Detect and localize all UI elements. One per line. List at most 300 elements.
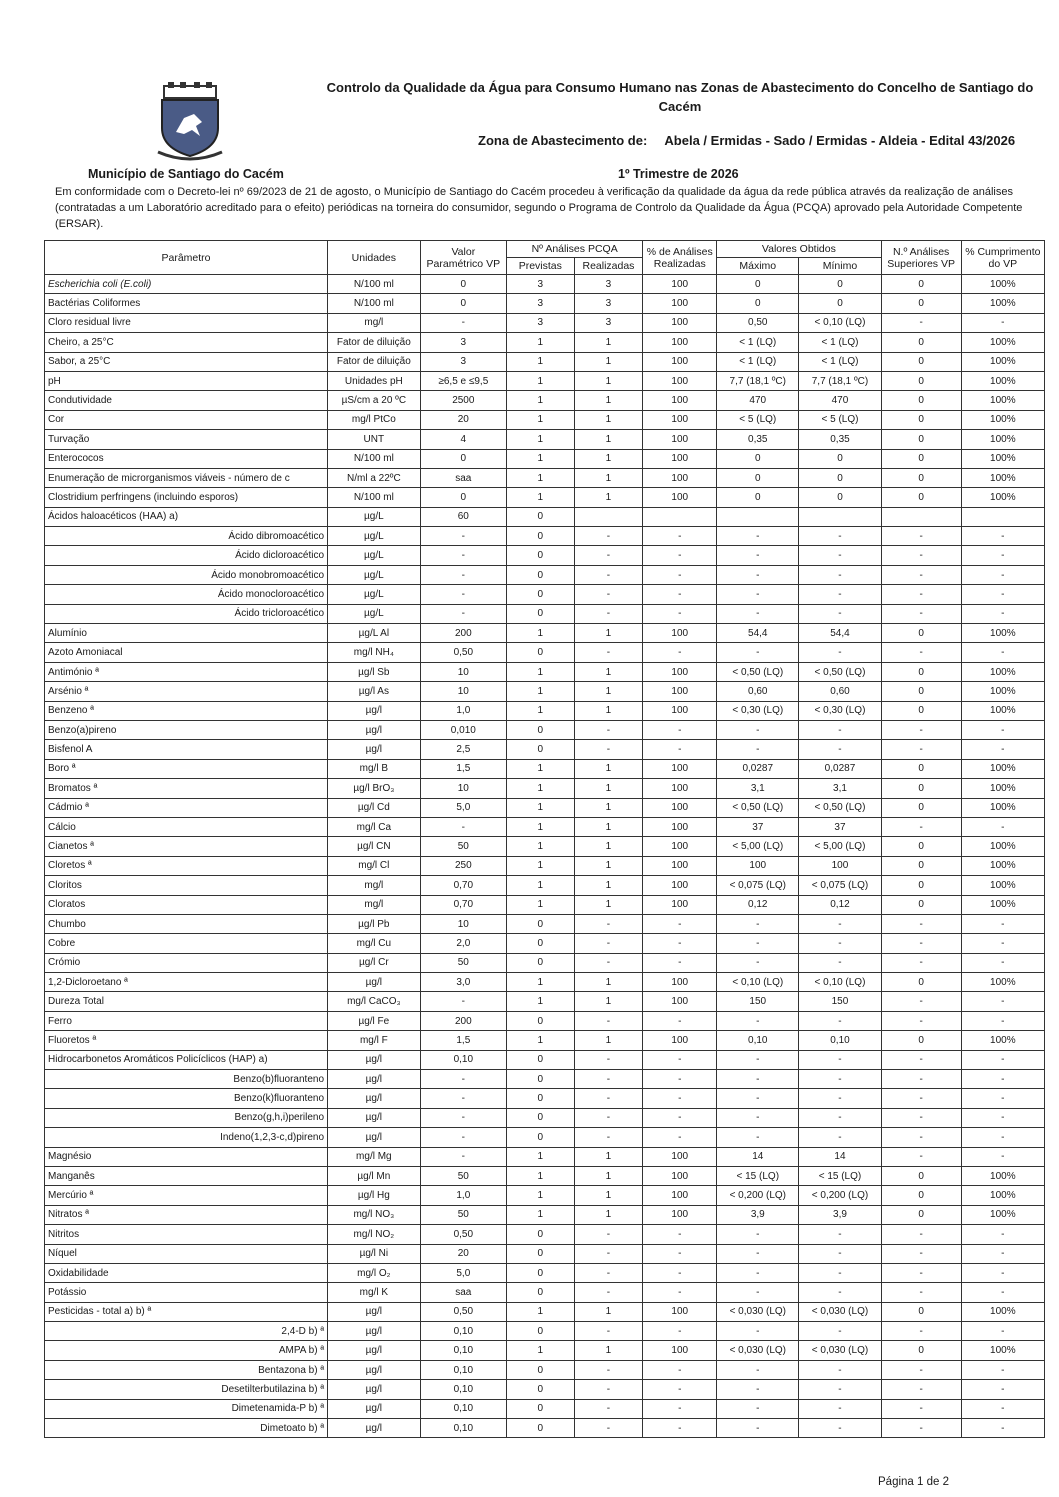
cumprimento-cell: 100%: [961, 371, 1044, 390]
vp-cell: -: [420, 1147, 506, 1166]
min-cell: -: [799, 1322, 881, 1341]
parameter-cell: Ácido monocloroacético: [45, 585, 328, 604]
cumprimento-cell: -: [961, 1108, 1044, 1127]
min-cell: 0,12: [799, 895, 881, 914]
superiores-cell: -: [881, 604, 961, 623]
pct-cell: 100: [643, 1341, 717, 1360]
table-row: [45, 1147, 1045, 1166]
realizadas-cell: 1: [574, 759, 643, 778]
cumprimento-cell: 100%: [961, 294, 1044, 313]
parameter-cell: Cobre: [45, 934, 328, 953]
pct-cell: -: [643, 1322, 717, 1341]
parameter-cell: Benzo(a)pireno: [45, 720, 328, 739]
unit-cell: µg/L: [328, 565, 421, 584]
pct-cell: -: [643, 527, 717, 546]
min-cell: -: [799, 934, 881, 953]
vp-cell: 10: [420, 914, 506, 933]
previstas-cell: 1: [507, 682, 575, 701]
max-cell: < 15 (LQ): [717, 1166, 799, 1185]
min-cell: -: [799, 1399, 881, 1418]
pct-cell: 100: [643, 294, 717, 313]
header-minimo: Mínimo: [799, 258, 881, 275]
min-cell: 0: [799, 275, 881, 294]
vp-cell: 0: [420, 449, 506, 468]
cumprimento-cell: 100%: [961, 1302, 1044, 1321]
previstas-cell: 0: [507, 1360, 575, 1379]
table-row: [45, 953, 1045, 972]
table-row: [45, 720, 1045, 739]
superiores-cell: 0: [881, 1302, 961, 1321]
cumprimento-cell: -: [961, 1322, 1044, 1341]
superiores-cell: 0: [881, 973, 961, 992]
pct-cell: 100: [643, 488, 717, 507]
min-cell: -: [799, 565, 881, 584]
previstas-cell: 0: [507, 1050, 575, 1069]
pct-cell: 100: [643, 624, 717, 643]
min-cell: -: [799, 1050, 881, 1069]
superiores-cell: 0: [881, 352, 961, 371]
previstas-cell: 1: [507, 333, 575, 352]
previstas-cell: 0: [507, 1128, 575, 1147]
realizadas-cell: 3: [574, 294, 643, 313]
vp-cell: 0,10: [420, 1419, 506, 1438]
table-row: [45, 1011, 1045, 1030]
superiores-cell: 0: [881, 1205, 961, 1224]
vp-cell: -: [420, 992, 506, 1011]
min-cell: -: [799, 1360, 881, 1379]
min-cell: -: [799, 527, 881, 546]
cumprimento-cell: 100%: [961, 1031, 1044, 1050]
vp-cell: 20: [420, 1244, 506, 1263]
max-cell: 3,9: [717, 1205, 799, 1224]
superiores-cell: 0: [881, 662, 961, 681]
parameter-cell: Turvação: [45, 430, 328, 449]
realizadas-cell: 1: [574, 876, 643, 895]
min-cell: -: [799, 604, 881, 623]
vp-cell: 0,10: [420, 1322, 506, 1341]
table-row: [45, 624, 1045, 643]
max-cell: -: [717, 643, 799, 662]
parameter-cell: Boro ª: [45, 759, 328, 778]
cumprimento-cell: 100%: [961, 779, 1044, 798]
table-row: [45, 1205, 1045, 1224]
pct-cell: -: [643, 1244, 717, 1263]
table-row: [45, 1108, 1045, 1127]
realizadas-cell: -: [574, 1283, 643, 1302]
unit-cell: µg/l Fe: [328, 1011, 421, 1030]
unit-cell: Fator de diluição: [328, 333, 421, 352]
vp-cell: -: [420, 1089, 506, 1108]
superiores-cell: 0: [881, 1341, 961, 1360]
min-cell: -: [799, 720, 881, 739]
previstas-cell: 0: [507, 507, 575, 526]
cumprimento-cell: 100%: [961, 837, 1044, 856]
unit-cell: µg/l: [328, 1108, 421, 1127]
min-cell: 470: [799, 391, 881, 410]
vp-cell: 50: [420, 1166, 506, 1185]
unit-cell: µg/l: [328, 740, 421, 759]
parameter-cell: Enterococos: [45, 449, 328, 468]
parameter-cell: Potássio: [45, 1283, 328, 1302]
max-cell: -: [717, 1399, 799, 1418]
min-cell: -: [799, 1070, 881, 1089]
parameter-cell: Benzo(b)fluoranteno: [45, 1070, 328, 1089]
vp-cell: 250: [420, 856, 506, 875]
cumprimento-cell: -: [961, 1225, 1044, 1244]
table-row: [45, 527, 1045, 546]
pct-cell: 100: [643, 682, 717, 701]
min-cell: 0: [799, 294, 881, 313]
realizadas-cell: 1: [574, 1186, 643, 1205]
previstas-cell: 0: [507, 565, 575, 584]
max-cell: < 0,30 (LQ): [717, 701, 799, 720]
previstas-cell: 1: [507, 701, 575, 720]
superiores-cell: -: [881, 546, 961, 565]
superiores-cell: -: [881, 1050, 961, 1069]
superiores-cell: -: [881, 817, 961, 836]
vp-cell: 0,010: [420, 720, 506, 739]
vp-cell: 3,0: [420, 973, 506, 992]
realizadas-cell: 1: [574, 992, 643, 1011]
pct-cell: -: [643, 720, 717, 739]
previstas-cell: 1: [507, 895, 575, 914]
realizadas-cell: -: [574, 914, 643, 933]
max-cell: -: [717, 1225, 799, 1244]
min-cell: 3,9: [799, 1205, 881, 1224]
min-cell: 37: [799, 817, 881, 836]
pct-cell: -: [643, 604, 717, 623]
previstas-cell: 1: [507, 1205, 575, 1224]
unit-cell: mg/l Ca: [328, 817, 421, 836]
min-cell: < 0,50 (LQ): [799, 662, 881, 681]
parameter-cell: Enumeração de microrganismos viáveis - número de c: [45, 468, 328, 487]
vp-cell: 0,10: [420, 1380, 506, 1399]
realizadas-cell: 3: [574, 313, 643, 332]
superiores-cell: -: [881, 313, 961, 332]
superiores-cell: -: [881, 1128, 961, 1147]
previstas-cell: 1: [507, 410, 575, 429]
max-cell: 0: [717, 449, 799, 468]
min-cell: 150: [799, 992, 881, 1011]
max-cell: -: [717, 1128, 799, 1147]
supply-zone-label: Zona de Abastecimento de:: [478, 133, 648, 148]
realizadas-cell: -: [574, 1011, 643, 1030]
vp-cell: 50: [420, 1205, 506, 1224]
pct-cell: -: [643, 1225, 717, 1244]
parameter-cell: Ácido monobromoacético: [45, 565, 328, 584]
unit-cell: mg/l Cl: [328, 856, 421, 875]
superiores-cell: 0: [881, 1186, 961, 1205]
realizadas-cell: -: [574, 1128, 643, 1147]
parameter-cell: Ácidos haloacéticos (HAA) a): [45, 507, 328, 526]
cumprimento-cell: 100%: [961, 1186, 1044, 1205]
pct-cell: 100: [643, 468, 717, 487]
table-row: [45, 410, 1045, 429]
superiores-cell: 0: [881, 837, 961, 856]
vp-cell: 0,70: [420, 895, 506, 914]
min-cell: -: [799, 1263, 881, 1282]
superiores-cell: -: [881, 934, 961, 953]
table-row: [45, 468, 1045, 487]
superiores-cell: -: [881, 1244, 961, 1263]
intro-paragraph: Em conformidade com o Decreto-lei nº 69/2023 de 21 de agosto, o Município de Santiago do Cacém procedeu à verificação da qualidade da água da rede pública através da realização de análises (contratadas a um Laboratório acreditado para o efeito) periódicas na torneira do consumidor, segundo o Programa de Controlo da Qualidade da Água (PCQA) aprovado pela Autoridade Competente (ERSAR).: [55, 186, 1023, 230]
superiores-cell: 0: [881, 391, 961, 410]
vp-cell: saa: [420, 1283, 506, 1302]
table-row: [45, 779, 1045, 798]
min-cell: [799, 507, 881, 526]
table-row: [45, 876, 1045, 895]
unit-cell: N/100 ml: [328, 488, 421, 507]
superiores-cell: -: [881, 1360, 961, 1379]
previstas-cell: 0: [507, 1380, 575, 1399]
max-cell: 0,35: [717, 430, 799, 449]
realizadas-cell: 3: [574, 275, 643, 294]
table-row: [45, 1360, 1045, 1379]
max-cell: 54,4: [717, 624, 799, 643]
unit-cell: µg/L: [328, 546, 421, 565]
header-parametro: Parâmetro: [45, 241, 328, 275]
superiores-cell: 0: [881, 1031, 961, 1050]
superiores-cell: -: [881, 740, 961, 759]
superiores-cell: 0: [881, 682, 961, 701]
superiores-cell: -: [881, 1399, 961, 1418]
pct-cell: 100: [643, 992, 717, 1011]
unit-cell: µg/l: [328, 1341, 421, 1360]
parameter-cell: Cianetos ª: [45, 837, 328, 856]
cumprimento-cell: 100%: [961, 391, 1044, 410]
parameter-cell: Manganês: [45, 1166, 328, 1185]
cumprimento-cell: 100%: [961, 973, 1044, 992]
vp-cell: 1,0: [420, 701, 506, 720]
max-cell: 0,12: [717, 895, 799, 914]
realizadas-cell: -: [574, 1360, 643, 1379]
unit-cell: mg/l Mg: [328, 1147, 421, 1166]
previstas-cell: 0: [507, 1070, 575, 1089]
parameter-cell: Cálcio: [45, 817, 328, 836]
parameter-cell: Ácido dicloroacético: [45, 546, 328, 565]
realizadas-cell: 1: [574, 468, 643, 487]
vp-cell: 2500: [420, 391, 506, 410]
superiores-cell: -: [881, 1283, 961, 1302]
superiores-cell: -: [881, 1380, 961, 1399]
superiores-cell: -: [881, 914, 961, 933]
max-cell: < 0,030 (LQ): [717, 1341, 799, 1360]
max-cell: -: [717, 1380, 799, 1399]
vp-cell: 0,70: [420, 876, 506, 895]
superiores-cell: -: [881, 1225, 961, 1244]
previstas-cell: 0: [507, 914, 575, 933]
table-row: [45, 740, 1045, 759]
realizadas-cell: 1: [574, 410, 643, 429]
unit-cell: µg/l Sb: [328, 662, 421, 681]
previstas-cell: 0: [507, 740, 575, 759]
vp-cell: 3: [420, 352, 506, 371]
min-cell: -: [799, 1419, 881, 1438]
realizadas-cell: -: [574, 1322, 643, 1341]
cumprimento-cell: -: [961, 643, 1044, 662]
page-title: Controlo da Qualidade da Água para Consumo Humano nas Zonas de Abastecimento do Concelho de Santiago do Cacém: [326, 80, 1034, 114]
pct-cell: -: [643, 1050, 717, 1069]
table-row: [45, 1341, 1045, 1360]
realizadas-cell: -: [574, 1263, 643, 1282]
realizadas-cell: 1: [574, 352, 643, 371]
cumprimento-cell: -: [961, 565, 1044, 584]
realizadas-cell: -: [574, 1380, 643, 1399]
pct-cell: 100: [643, 701, 717, 720]
unit-cell: mg/l CaCO₃: [328, 992, 421, 1011]
pct-cell: -: [643, 1283, 717, 1302]
vp-cell: -: [420, 527, 506, 546]
max-cell: < 0,200 (LQ): [717, 1186, 799, 1205]
parameter-cell: AMPA b) ª: [45, 1341, 328, 1360]
table-row: [45, 643, 1045, 662]
parameter-cell: Antimónio ª: [45, 662, 328, 681]
previstas-cell: 3: [507, 294, 575, 313]
pct-cell: 100: [643, 1166, 717, 1185]
parameter-cell: Dureza Total: [45, 992, 328, 1011]
min-cell: 0,10: [799, 1031, 881, 1050]
realizadas-cell: -: [574, 934, 643, 953]
unit-cell: mg/l F: [328, 1031, 421, 1050]
parameter-cell: Cloretos ª: [45, 856, 328, 875]
vp-cell: 0: [420, 275, 506, 294]
header-valores-obtidos: Valores Obtidos: [717, 241, 881, 258]
parameter-cell: Azoto Amoniacal: [45, 643, 328, 662]
unit-cell: mg/l B: [328, 759, 421, 778]
realizadas-cell: 1: [574, 973, 643, 992]
vp-cell: 200: [420, 1011, 506, 1030]
cumprimento-cell: -: [961, 1089, 1044, 1108]
min-cell: -: [799, 1283, 881, 1302]
realizadas-cell: 1: [574, 856, 643, 875]
table-row: [45, 585, 1045, 604]
min-cell: < 0,075 (LQ): [799, 876, 881, 895]
pct-cell: -: [643, 740, 717, 759]
realizadas-cell: 1: [574, 817, 643, 836]
parameter-cell: Ácido dibromoacético: [45, 527, 328, 546]
pct-cell: 100: [643, 352, 717, 371]
previstas-cell: 0: [507, 546, 575, 565]
parameter-cell: Chumbo: [45, 914, 328, 933]
table-row: [45, 488, 1045, 507]
previstas-cell: 1: [507, 817, 575, 836]
cumprimento-cell: -: [961, 1244, 1044, 1263]
parameter-cell: Dimetenamida-P b) ª: [45, 1399, 328, 1418]
pct-cell: 100: [643, 759, 717, 778]
previstas-cell: 0: [507, 1263, 575, 1282]
unit-cell: mg/l: [328, 876, 421, 895]
realizadas-cell: 1: [574, 662, 643, 681]
previstas-cell: 0: [507, 585, 575, 604]
vp-cell: 10: [420, 662, 506, 681]
cumprimento-cell: 100%: [961, 410, 1044, 429]
superiores-cell: -: [881, 1322, 961, 1341]
unit-cell: µg/l: [328, 1302, 421, 1321]
max-cell: 150: [717, 992, 799, 1011]
realizadas-cell: -: [574, 1070, 643, 1089]
min-cell: 100: [799, 856, 881, 875]
unit-cell: µg/l CN: [328, 837, 421, 856]
realizadas-cell: 1: [574, 895, 643, 914]
superiores-cell: 0: [881, 798, 961, 817]
parameter-cell: Cloratos: [45, 895, 328, 914]
cumprimento-cell: -: [961, 1050, 1044, 1069]
vp-cell: 20: [420, 410, 506, 429]
parameter-cell: Dimetoato b) ª: [45, 1419, 328, 1438]
unit-cell: mg/l: [328, 313, 421, 332]
cumprimento-cell: 100%: [961, 333, 1044, 352]
parameter-cell: Mercúrio ª: [45, 1186, 328, 1205]
vp-cell: -: [420, 817, 506, 836]
min-cell: < 1 (LQ): [799, 333, 881, 352]
realizadas-cell: -: [574, 720, 643, 739]
realizadas-cell: -: [574, 1050, 643, 1069]
unit-cell: µg/l BrO₃: [328, 779, 421, 798]
previstas-cell: 0: [507, 934, 575, 953]
max-cell: < 5,00 (LQ): [717, 837, 799, 856]
superiores-cell: 0: [881, 430, 961, 449]
table-row: [45, 895, 1045, 914]
municipality-name: Município de Santiago do Cacém: [88, 167, 284, 181]
min-cell: -: [799, 1108, 881, 1127]
max-cell: -: [717, 1089, 799, 1108]
max-cell: 470: [717, 391, 799, 410]
max-cell: < 0,030 (LQ): [717, 1302, 799, 1321]
unit-cell: µg/l: [328, 1089, 421, 1108]
cumprimento-cell: 100%: [961, 468, 1044, 487]
previstas-cell: 1: [507, 973, 575, 992]
previstas-cell: 0: [507, 1399, 575, 1418]
superiores-cell: -: [881, 1419, 961, 1438]
max-cell: -: [717, 1244, 799, 1263]
vp-cell: -: [420, 585, 506, 604]
cumprimento-cell: -: [961, 1263, 1044, 1282]
parameter-cell: Desetilterbutilazina b) ª: [45, 1380, 328, 1399]
unit-cell: mg/l NO₃: [328, 1205, 421, 1224]
superiores-cell: 0: [881, 856, 961, 875]
min-cell: -: [799, 914, 881, 933]
parameter-cell: Níquel: [45, 1244, 328, 1263]
max-cell: -: [717, 1263, 799, 1282]
pct-cell: 100: [643, 275, 717, 294]
max-cell: < 0,075 (LQ): [717, 876, 799, 895]
realizadas-cell: 1: [574, 779, 643, 798]
vp-cell: -: [420, 565, 506, 584]
previstas-cell: 0: [507, 604, 575, 623]
pct-cell: 100: [643, 449, 717, 468]
trimester-label: 1º Trimestre de 2026: [618, 167, 739, 181]
header-realizadas: Realizadas: [574, 258, 643, 275]
vp-cell: 0,50: [420, 643, 506, 662]
cumprimento-cell: -: [961, 546, 1044, 565]
cumprimento-cell: -: [961, 1011, 1044, 1030]
unit-cell: Fator de diluição: [328, 352, 421, 371]
parameter-cell: Condutividade: [45, 391, 328, 410]
table-row: [45, 1244, 1045, 1263]
min-cell: -: [799, 1011, 881, 1030]
cumprimento-cell: -: [961, 934, 1044, 953]
min-cell: 0: [799, 468, 881, 487]
realizadas-cell: -: [574, 953, 643, 972]
previstas-cell: 3: [507, 313, 575, 332]
min-cell: < 0,10 (LQ): [799, 973, 881, 992]
superiores-cell: -: [881, 720, 961, 739]
cumprimento-cell: -: [961, 1399, 1044, 1418]
cumprimento-cell: -: [961, 1070, 1044, 1089]
superiores-cell: -: [881, 585, 961, 604]
pct-cell: 100: [643, 973, 717, 992]
min-cell: 0: [799, 488, 881, 507]
